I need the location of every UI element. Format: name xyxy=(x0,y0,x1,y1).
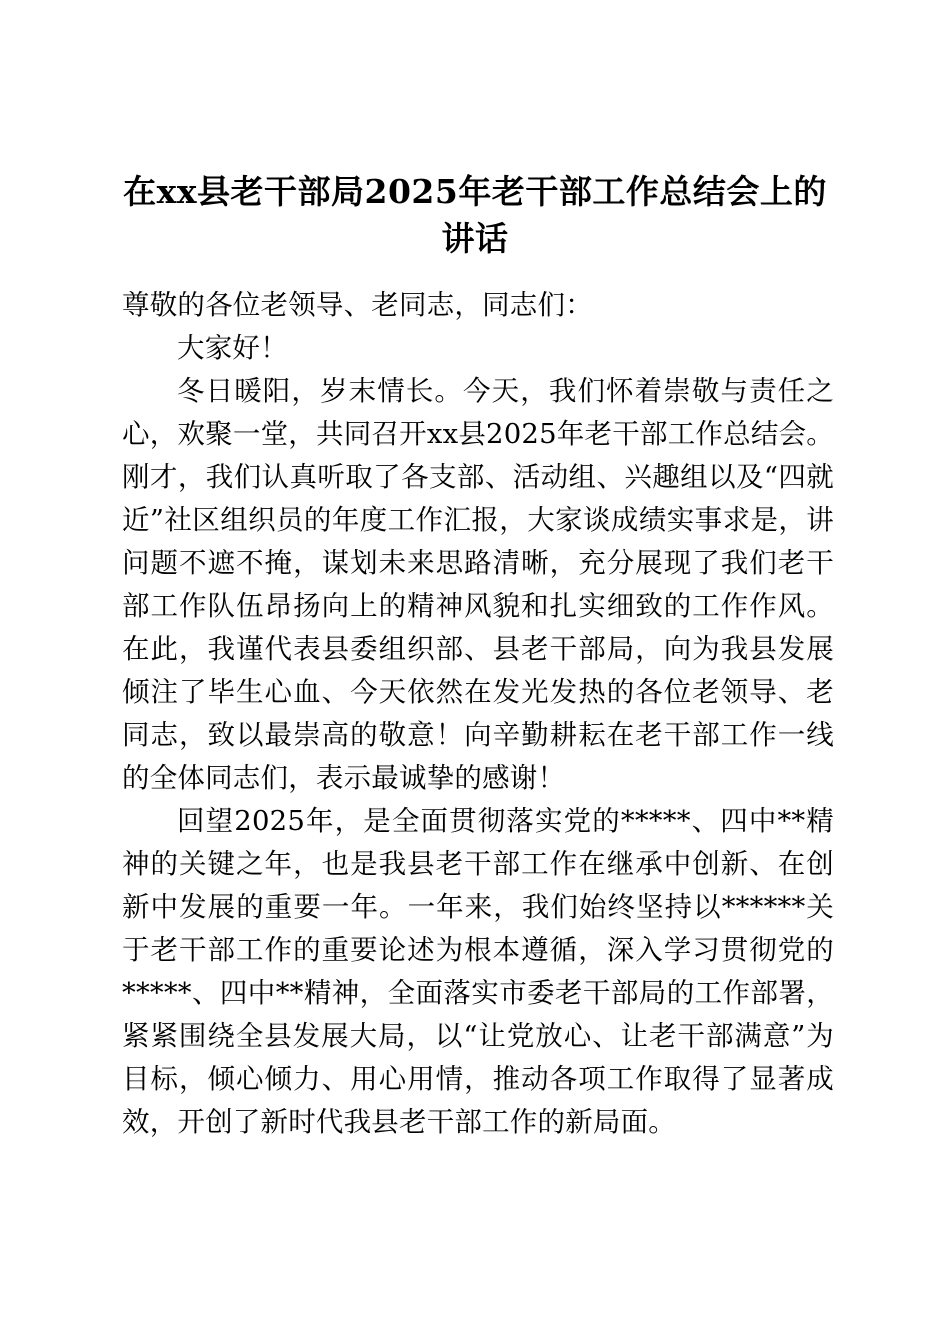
page-title: 在xx县老干部局2025年老干部工作总结会上的讲话 xyxy=(123,172,827,258)
paragraph-greeting: 大家好！ xyxy=(177,332,288,364)
paragraph-salutation: 尊敬的各位老领导、老同志，同志们： xyxy=(122,289,593,321)
document-body xyxy=(122,284,834,1144)
paragraph-review-2025: 回望2025年，是全面贯彻落实党的*****、四中**精神的关键之年，也是我县老干部工作在继承中创新、在创新中发展的重要一年。一年来，我们始终坚持以******关于老干部工作的重要论述为根本遵循，深入学习贯彻党的*****、四中**精神，全面落实市委老干部局的工作部署，紧紧围绕全县发展大局，以“让党放心、让老干部满意”为目标，倾心倾力、用心用情，推动各项工作取得了显著成效，开创了新时代我县老干部工作的新局面。 xyxy=(122,805,834,1138)
paragraph-opening-remarks: 冬日暖阳，岁末情长。今天，我们怀着崇敬与责任之心，欢聚一堂，共同召开xx县2025年老干部工作总结会。刚才，我们认真听取了各支部、活动组、兴趣组以及“四就近”社区组织员的年度工作汇报，大家谈成绩实事求是，讲问题不遮不掩，谋划未来思路清晰，充分展现了我们老干部工作队伍昂扬向上的精神风貌和扎实细致的工作作风。在此，我谨代表县委组织部、县老干部局，向为我县发展倾注了毕生心血、今天依然在发光发热的各位老领导、老同志，致以最崇高的敬意！向辛勤耕耘在老干部工作一线的全体同志们，表示最诚挚的感谢！ xyxy=(122,375,834,794)
